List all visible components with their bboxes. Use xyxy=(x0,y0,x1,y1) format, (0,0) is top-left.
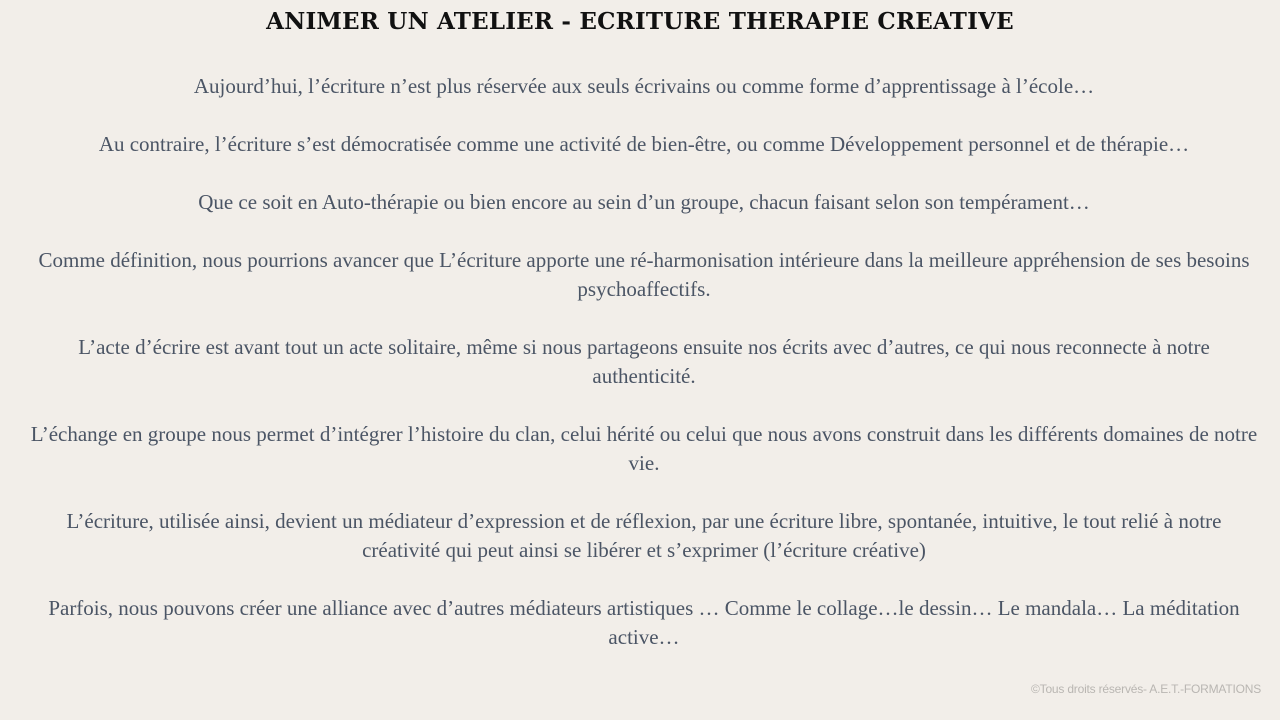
copyright-footer: ©Tous droits réservés- A.E.T.-FORMATIONS xyxy=(1031,682,1261,696)
paragraph-5: L’acte d’écrire est avant tout un acte solitaire, même si nous partageons ensuite nos écrits avec d’autres, ce qui nous reconnecte à notre authenticité. xyxy=(78,335,1210,388)
paragraph-3: Que ce soit en Auto-thérapie ou bien encore au sein d’un groupe, chacun faisant selon son tempérament… xyxy=(198,190,1090,214)
slide-title: ANIMER UN ATELIER - ECRITURE THERAPIE CREATIVE xyxy=(266,8,1014,35)
paragraph-7: L’écriture, utilisée ainsi, devient un médiateur d’expression et de réflexion, par une écriture libre, spontanée, intuitive, le tout relié à notre créativité qui peut ainsi se libérer et s’exprimer (l’écriture créative) xyxy=(66,509,1222,562)
paragraph-2: Au contraire, l’écriture s’est démocratisée comme une activité de bien-être, ou comme Développement personnel et de thérapie… xyxy=(98,132,1190,156)
paragraph-1: Aujourd’hui, l’écriture n’est plus réservée aux seuls écrivains ou comme forme d’apprentissage à l’école… xyxy=(193,74,1095,98)
slide-body xyxy=(30,72,1258,681)
paragraph-6: L’échange en groupe nous permet d’intégrer l’histoire du clan, celui hérité ou celui que nous avons construit dans les différents domaines de notre vie. xyxy=(30,422,1258,475)
paragraph-4: Comme définition, nous pourrions avancer que L’écriture apporte une ré-harmonisation intérieure dans la meilleure appréhension de ses besoins psychoaffectifs. xyxy=(38,248,1250,301)
paragraph-8: Parfois, nous pouvons créer une alliance avec d’autres médiateurs artistiques … Comme le collage…le dessin… Le mandala… La méditation active… xyxy=(48,596,1240,649)
